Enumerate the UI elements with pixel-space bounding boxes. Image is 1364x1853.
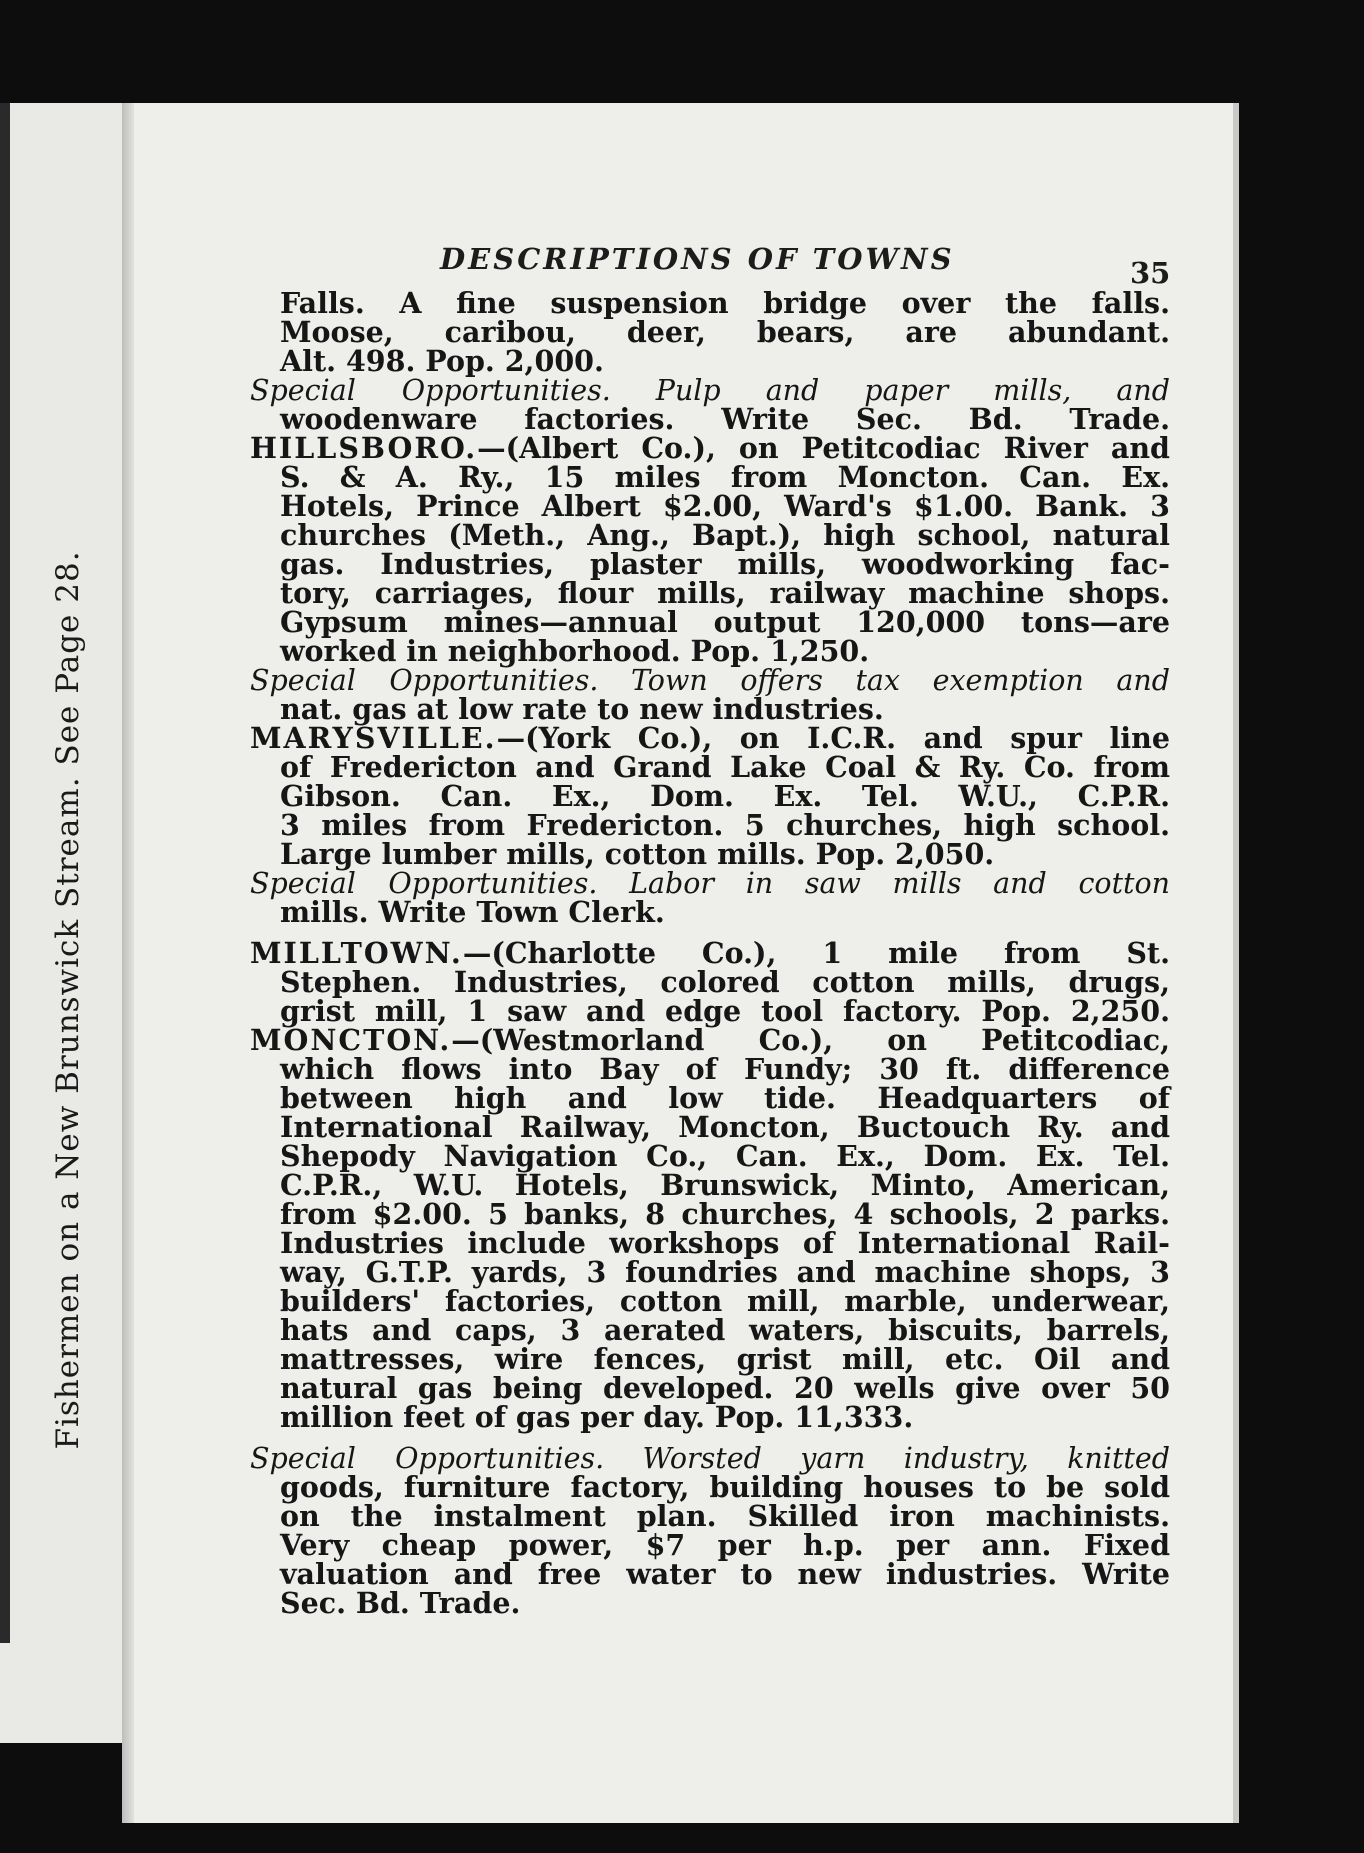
town-name-moncton: MONCTON. <box>250 1023 452 1057</box>
text-line: churches (Meth., Ang., Bapt.), high school, natural <box>280 518 1170 552</box>
text-line: Gibson. Can. Ex., Dom. Ex. Tel. W.U., C.P.R. <box>280 779 1170 813</box>
text-line: —(Albert Co.), on Petitcodiac River and <box>477 431 1170 465</box>
text-line: Large lumber mills, cotton mills. Pop. 2,050. <box>280 837 995 871</box>
town-descriptions <box>250 286 1170 1620</box>
special-label: Special <box>250 374 356 407</box>
running-head: DESCRIPTIONS OF TOWNS <box>440 242 955 276</box>
special-opportunities-line <box>250 1444 1170 1473</box>
text-line: Moose, caribou, deer, bears, are abundant. <box>280 315 1170 349</box>
text-line: —(Charlotte Co.), 1 mile from St. <box>462 936 1170 970</box>
text-line: Alt. 498. Pop. 2,000. <box>280 344 604 378</box>
text-line: International Railway, Moncton, Buctouch Ry. and <box>280 1110 1170 1144</box>
text-line: mills. Write Town Clerk. <box>280 895 665 929</box>
text-line: way, G.T.P. yards, 3 foundries and machine shops, 3 <box>280 1255 1170 1289</box>
text-line: from $2.00. 5 banks, 8 churches, 4 schools, 2 parks. <box>280 1197 1170 1231</box>
entry-hillsboro <box>250 431 1170 465</box>
town-name-milltown: MILLTOWN. <box>250 936 463 970</box>
text-line: nat. gas at low rate to new industries. <box>280 692 884 726</box>
text-line: builders' factories, cotton mill, marble, underwear, <box>280 1284 1170 1318</box>
left-page-edge <box>0 103 10 1643</box>
special-label: Special <box>250 664 356 697</box>
text-line: gas. Industries, plaster mills, woodworking fac- <box>280 547 1170 581</box>
text-line: S. & A. Ry., 15 miles from Moncton. Can. Ex. <box>280 460 1170 494</box>
text-line: goods, furniture factory, building houses to be sold <box>280 1470 1170 1504</box>
text-line: on the instalment plan. Skilled iron machinists. <box>280 1499 1170 1533</box>
town-name-hillsboro: HILLSBORO. <box>250 431 478 465</box>
text-line: which flows into Bay of Fundy; 30 ft. difference <box>280 1052 1170 1086</box>
text-line: Opportunities. Pulp and paper mills, and <box>401 374 1170 407</box>
text-line: valuation and free water to new industries. Write <box>280 1557 1170 1591</box>
text-line: million feet of gas per day. Pop. 11,333. <box>280 1400 914 1434</box>
text-line: Industries include workshops of International Rail- <box>280 1226 1170 1260</box>
entry-marysville <box>250 721 1170 755</box>
text-line: Opportunities. Labor in saw mills and cotton <box>388 867 1170 900</box>
text-line: between high and low tide. Headquarters of <box>280 1081 1170 1115</box>
text-line: Falls. A fine suspension bridge over the falls. <box>280 286 1170 320</box>
special-opportunities-line <box>250 376 1170 405</box>
text-line: —(York Co.), on I.C.R. and spur line <box>496 721 1170 755</box>
special-label: Special <box>250 867 356 900</box>
text-line: Shepody Navigation Co., Can. Ex., Dom. Ex. Tel. <box>280 1139 1170 1173</box>
special-opportunities-line <box>250 869 1170 898</box>
text-line: of Fredericton and Grand Lake Coal & Ry. Co. from <box>280 750 1170 784</box>
entry-milltown <box>250 936 1170 970</box>
text-line: worked in neighborhood. Pop. 1,250. <box>280 634 870 668</box>
side-caption: Fishermen on a New Brunswick Stream. See Page 28. <box>50 550 86 1450</box>
town-name-marysville: MARYSVILLE. <box>250 721 497 755</box>
text-line: C.P.R., W.U. Hotels, Brunswick, Minto, American, <box>280 1168 1170 1202</box>
text-line: Gypsum mines—annual output 120,000 tons—are <box>280 605 1170 639</box>
special-label: Special <box>250 1442 356 1475</box>
text-line: 3 miles from Fredericton. 5 churches, high school. <box>280 808 1170 842</box>
text-line: Opportunities. Worsted yarn industry, knitted <box>395 1442 1170 1475</box>
text-line: Opportunities. Town offers tax exemption and <box>389 664 1170 697</box>
special-opportunities-line <box>250 666 1170 695</box>
text-line: mattresses, wire fences, grist mill, etc. Oil and <box>280 1342 1170 1376</box>
text-line: natural gas being developed. 20 wells give over 50 <box>280 1371 1170 1405</box>
text-line: grist mill, 1 saw and edge tool factory. Pop. 2,250. <box>280 994 1170 1028</box>
page-number: 35 <box>1130 256 1171 290</box>
entry-moncton <box>250 1023 1170 1057</box>
text-line: Sec. Bd. Trade. <box>280 1586 521 1620</box>
text-line: tory, carriages, flour mills, railway machine shops. <box>280 576 1170 610</box>
text-line: Very cheap power, $7 per h.p. per ann. Fixed <box>280 1528 1170 1562</box>
text-line: hats and caps, 3 aerated waters, biscuits, barrels, <box>280 1313 1170 1347</box>
text-line: woodenware factories. Write Sec. Bd. Trade. <box>280 402 1170 436</box>
text-line: Hotels, Prince Albert $2.00, Ward's $1.00. Bank. 3 <box>280 489 1170 523</box>
text-line: Stephen. Industries, colored cotton mills, drugs, <box>280 965 1170 999</box>
text-line: —(Westmorland Co.), on Petitcodiac, <box>451 1023 1170 1057</box>
